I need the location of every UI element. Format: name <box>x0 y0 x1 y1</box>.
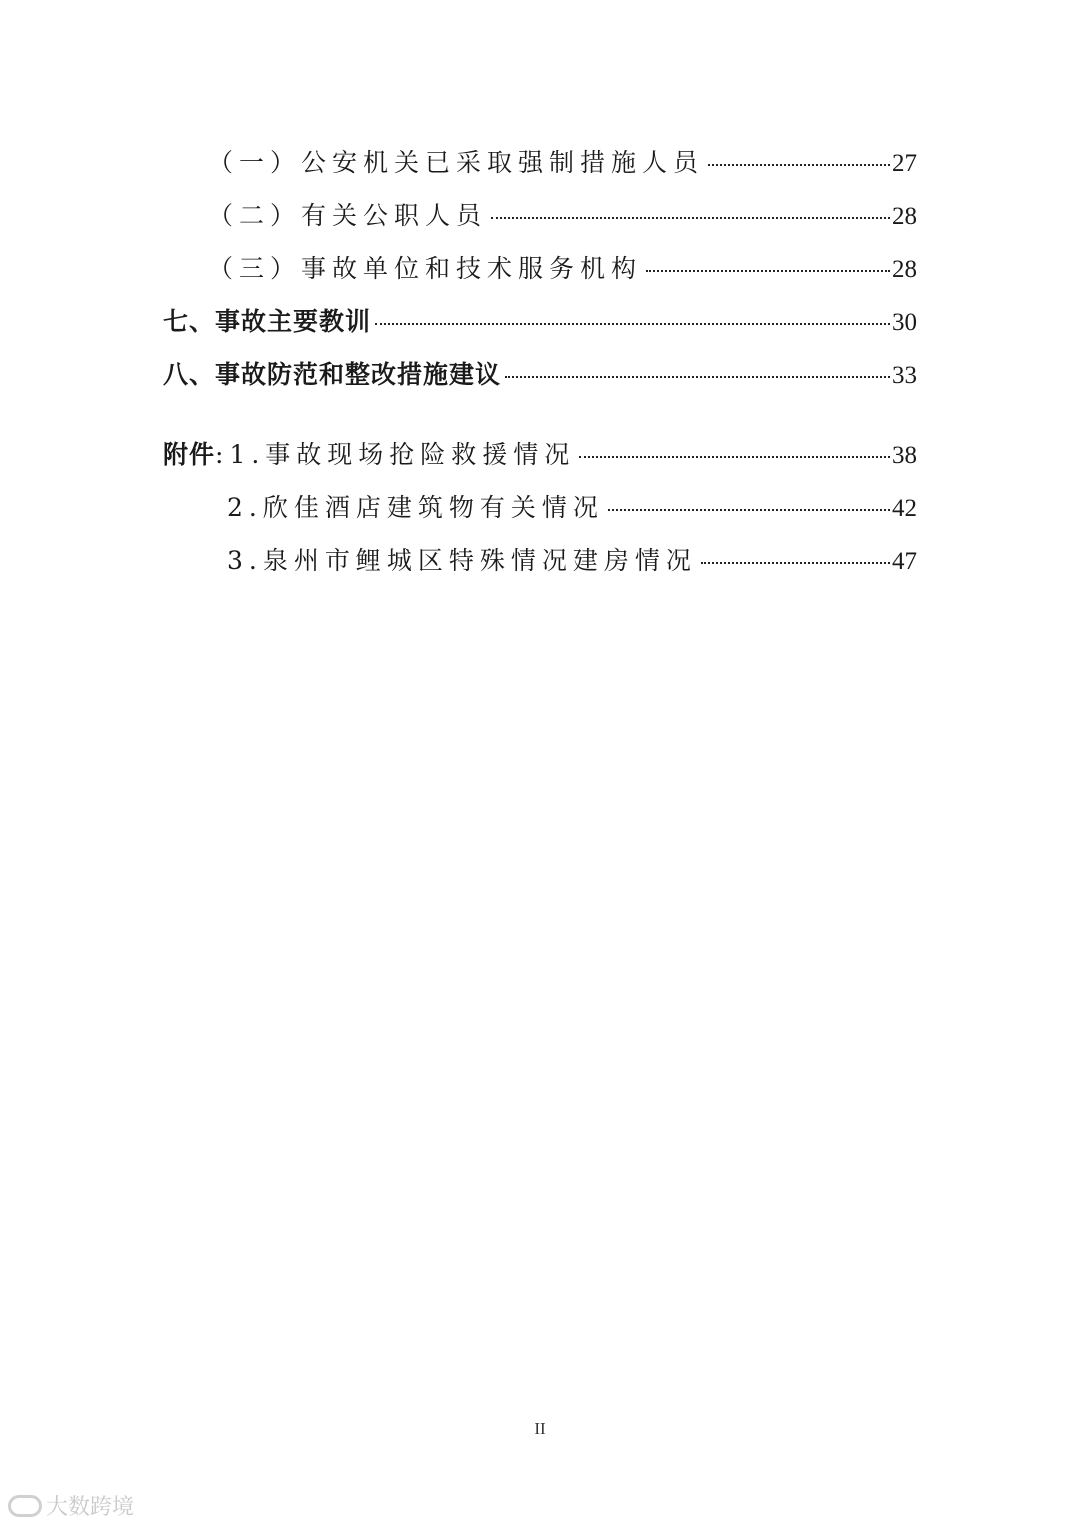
toc-entry-page: 38 <box>892 442 917 469</box>
toc-entry-label: （二）有关公职人员 <box>208 201 488 230</box>
toc-entry-label: 七、事故主要教训 <box>163 307 372 336</box>
dot-leader <box>491 217 890 219</box>
toc-entry-page: 42 <box>892 495 917 522</box>
toc-entry-label: （三）事故单位和技术服务机构 <box>208 254 643 283</box>
toc-entry-page: 30 <box>892 309 917 336</box>
toc-entry[interactable] <box>208 146 917 181</box>
toc-entry[interactable] <box>163 358 917 393</box>
dot-leader <box>505 376 890 378</box>
toc-appendix-entry[interactable] <box>163 438 917 473</box>
toc-appendix-entry[interactable] <box>227 544 917 579</box>
toc-entry-page: 28 <box>892 256 917 283</box>
toc-entry-label: （一）公安机关已采取强制措施人员 <box>208 148 705 177</box>
dot-leader <box>608 509 890 511</box>
toc-entry[interactable] <box>208 199 917 234</box>
dot-leader <box>701 562 890 564</box>
dot-leader <box>375 323 890 325</box>
appendix-prefix: 附件 <box>163 440 216 469</box>
toc-appendix-label-group <box>163 438 575 472</box>
toc-entry-label: 3.泉州市鲤城区特殊情况建房情况 <box>227 546 697 575</box>
toc-entry-label: 2.欣佳酒店建筑物有关情况 <box>227 493 604 522</box>
toc-entry-label: :1.事故现场抢险救援情况 <box>215 440 576 469</box>
toc-entry-page: 33 <box>892 362 917 389</box>
toc-appendix-entry[interactable] <box>227 491 917 526</box>
toc-entry-page: 27 <box>892 150 917 177</box>
toc-entry-page: 28 <box>892 203 917 230</box>
page-number: II <box>534 1419 546 1438</box>
toc-entry-page: 47 <box>892 548 917 575</box>
toc-entry[interactable] <box>163 305 917 340</box>
watermark <box>8 1490 134 1521</box>
toc-entry[interactable] <box>208 252 917 287</box>
dot-leader <box>708 164 890 166</box>
dot-leader <box>579 456 890 458</box>
watermark-text: 大数跨境 <box>46 1495 135 1520</box>
dot-leader <box>646 270 890 272</box>
toc-entry-label: 八、事故防范和整改措施建议 <box>163 360 502 389</box>
watermark-logo-icon <box>8 1495 42 1517</box>
